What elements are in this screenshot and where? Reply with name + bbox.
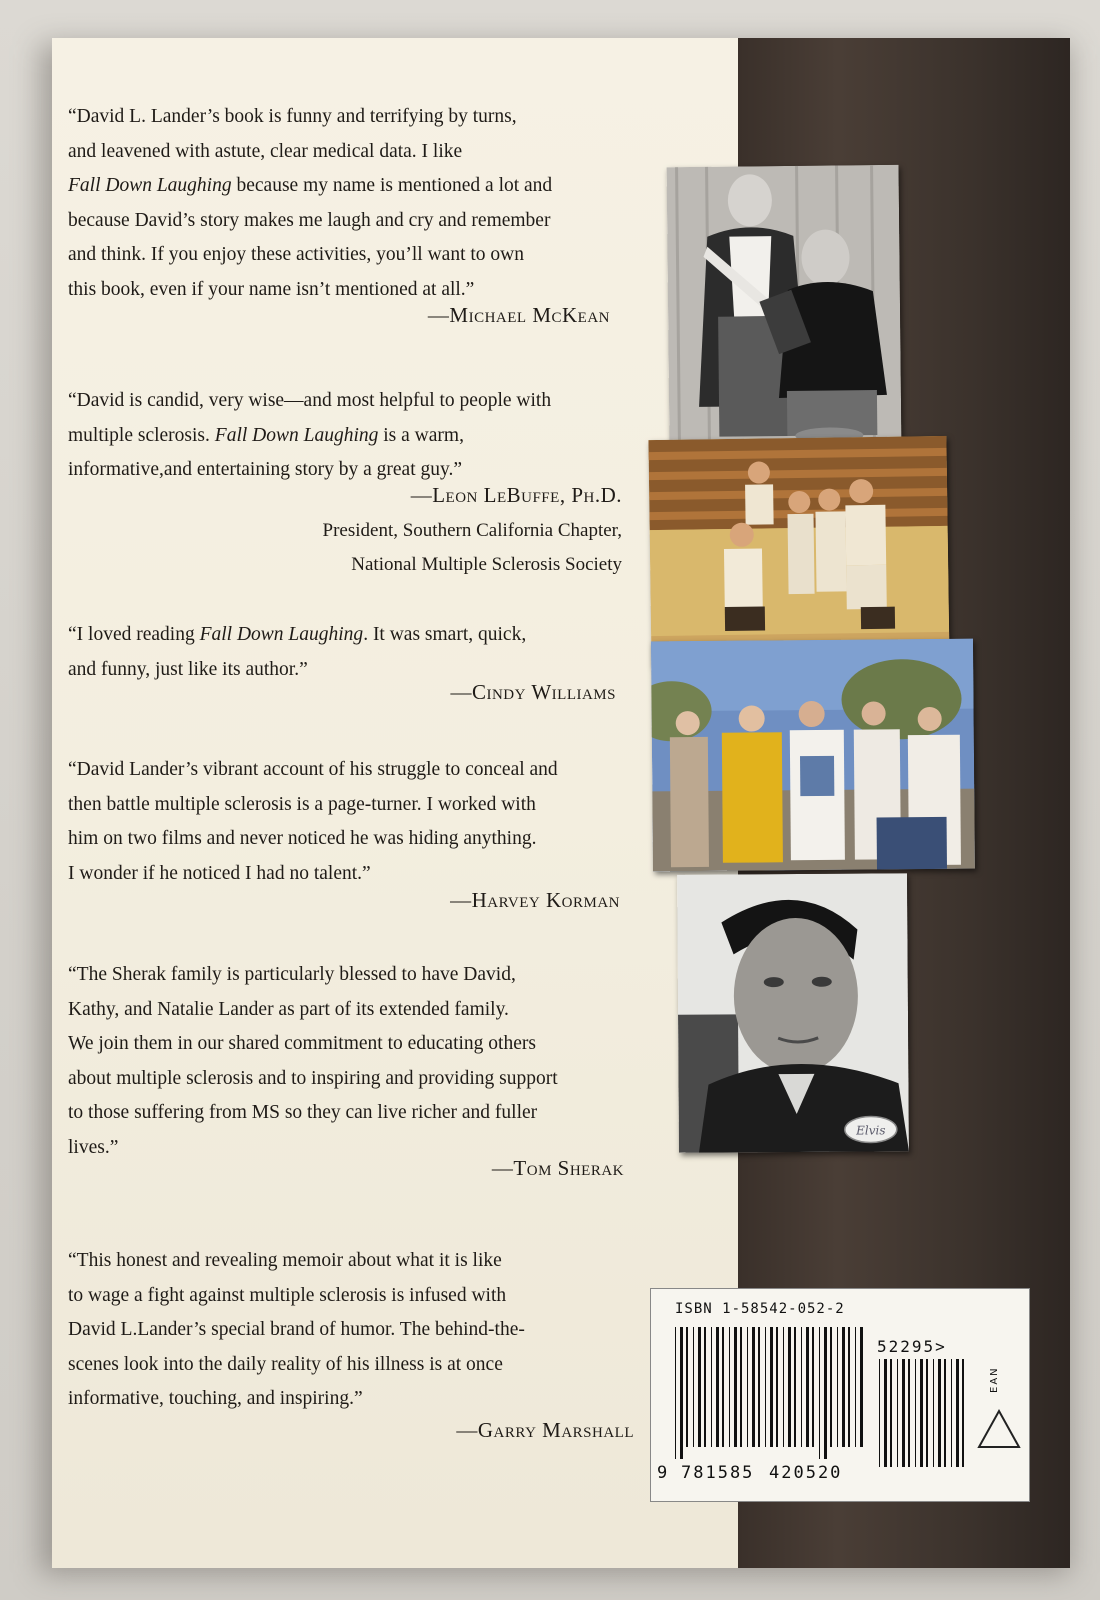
- barcode-bar: [675, 1327, 676, 1459]
- ean-label: EAN: [989, 1366, 1000, 1393]
- quote-line-post: . It was smart, quick,: [363, 624, 527, 645]
- barcode-bar: [915, 1359, 916, 1467]
- quote-line: [68, 419, 551, 454]
- barcode-bar: [711, 1327, 712, 1447]
- quote-line: David L.Lander’s special brand of humor. The behind-the-: [68, 1319, 525, 1340]
- barcode-bar: [897, 1359, 898, 1467]
- barcode-bar: [794, 1327, 796, 1447]
- barcode-bar: [812, 1327, 814, 1447]
- quote-line: informative,and entertaining story by a great guy.”: [68, 459, 463, 480]
- book-title-italic: Fall Down Laughing: [199, 624, 364, 645]
- quote-sherak: [68, 958, 558, 1165]
- quote-line: and funny, just like its author.”: [68, 658, 308, 680]
- barcode-bar: [848, 1327, 850, 1447]
- book-title-italic: Fall Down Laughing: [214, 424, 379, 446]
- barcode-label: [650, 1288, 1030, 1502]
- quote-line: and think. If you enjoy these activities, you’ll want to own: [68, 244, 524, 265]
- barcode-bar: [830, 1327, 832, 1447]
- barcode-bar: [758, 1327, 760, 1447]
- quote-line: [68, 169, 552, 204]
- barcode-bar: [908, 1359, 910, 1467]
- barcode-bar: [740, 1327, 742, 1447]
- photo-portrait-image: [677, 873, 909, 1153]
- quote-line: him on two films and never noticed he was hiding anything.: [68, 828, 537, 849]
- barcode-bar: [729, 1327, 730, 1447]
- photo-duo-image: [667, 165, 902, 445]
- barcode-bar: [837, 1327, 838, 1447]
- quote-line: “David Lander’s vibrant account of his struggle to conceal and: [68, 759, 558, 780]
- barcode-bar: [855, 1327, 856, 1447]
- quote-line: to wage a fight against multiple sclerosis is infused with: [68, 1284, 507, 1306]
- quote-korman: [68, 753, 558, 891]
- barcode-bar: [962, 1359, 964, 1467]
- barcode-bar: [956, 1359, 959, 1467]
- ean-lead-digit: 9: [657, 1463, 670, 1483]
- quote-line: and leavened with astute, clear medical data. I like: [68, 140, 463, 162]
- quote-williams: [68, 618, 526, 687]
- barcode-bar: [686, 1327, 688, 1447]
- quote-line-post: is a warm,: [378, 424, 464, 446]
- barcode-bar: [801, 1327, 802, 1447]
- quote-line: “David L. Lander’s book is funny and terrifying by turns,: [68, 106, 517, 127]
- barcode-bar: [680, 1327, 683, 1459]
- attribution-sherak: —Tom Sherak: [491, 1156, 624, 1180]
- photo-baseball-team: [648, 436, 949, 666]
- quote-line: this book, even if your name isn’t mentioned at all.”: [68, 278, 475, 300]
- quote-line-pre: “I loved reading: [68, 624, 200, 645]
- ean-left-digits: 781585: [681, 1463, 755, 1483]
- quote-line: to those suffering from MS so they can live richer and fuller: [68, 1102, 538, 1123]
- photo-crowd-image: [651, 639, 975, 872]
- quote-line: We join them in our shared commitment to educating others: [68, 1033, 536, 1054]
- barcode-bar: [776, 1327, 778, 1447]
- barcode-bar: [860, 1327, 863, 1447]
- barcode-bar: [890, 1359, 892, 1467]
- photo-outdoor-crowd: [651, 639, 975, 872]
- quote-line: scenes look into the daily reality of his illness is at once: [68, 1353, 503, 1375]
- barcode-bar: [734, 1327, 737, 1447]
- quote-line: [68, 618, 526, 653]
- barcode-bar: [788, 1327, 791, 1447]
- attribution-marshall: —Garry Marshall: [456, 1418, 634, 1442]
- cover-paper-panel: [52, 38, 738, 1568]
- barcode-bar: [938, 1359, 941, 1467]
- book-back-cover: [52, 38, 1070, 1568]
- attribution-title-2: National Multiple Sclerosis Society: [351, 554, 622, 575]
- isbn-number: ISBN 1-58542-052-2: [675, 1301, 845, 1317]
- barcode-bar: [933, 1359, 934, 1467]
- quote-marshall: [68, 1244, 525, 1417]
- barcode-bar: [819, 1327, 820, 1459]
- quote-line-pre: multiple sclerosis.: [68, 424, 215, 446]
- barcode-bar: [698, 1327, 701, 1447]
- quote-line: about multiple sclerosis and to inspiring and providing support: [68, 1067, 558, 1089]
- barcode-bar: [770, 1327, 773, 1447]
- attribution-williams: —Cindy Williams: [450, 680, 616, 704]
- quote-line: lives.”: [68, 1136, 119, 1158]
- quote-line: Kathy, and Natalie Lander as part of its extended family.: [68, 998, 509, 1020]
- barcode-bar: [722, 1327, 724, 1447]
- addon-digits: 52295>: [877, 1337, 947, 1356]
- barcode-bar: [806, 1327, 809, 1447]
- quote-line: “The Sherak family is particularly blessed to have David,: [68, 964, 516, 985]
- quote-line: I wonder if he noticed I had no talent.”: [68, 862, 371, 884]
- attribution-title-1: President, Southern California Chapter,: [322, 520, 622, 541]
- quote-line-rest: because my name is mentioned a lot and: [231, 175, 553, 196]
- barcode-bar: [704, 1327, 706, 1447]
- barcode-bar: [879, 1359, 880, 1467]
- ean-barcode: [673, 1327, 865, 1459]
- quote-mckean: [68, 100, 552, 307]
- attribution-lebuffe: —Leon LeBuffe, Ph.D.: [410, 483, 622, 507]
- barcode-bar: [747, 1327, 748, 1447]
- barcode-bar: [693, 1327, 694, 1447]
- quote-line: informative, touching, and inspiring.”: [68, 1388, 363, 1409]
- addon-barcode: [877, 1359, 967, 1479]
- barcode-bar: [824, 1327, 827, 1459]
- quote-line: because David’s story makes me laugh and cry and remember: [68, 209, 551, 231]
- book-title-italic: Fall Down Laughing: [68, 175, 232, 196]
- photo-black-white-duo: [667, 165, 902, 445]
- barcode-bar: [920, 1359, 923, 1467]
- photo-portrait-man: [677, 873, 909, 1153]
- attribution-mckean: —Michael McKean: [427, 303, 610, 327]
- barcode-bar: [951, 1359, 952, 1467]
- barcode-bar: [783, 1327, 784, 1447]
- quote-line: “David is candid, very wise—and most helpful to people with: [68, 390, 552, 411]
- barcode-bar: [842, 1327, 845, 1447]
- barcode-bar: [926, 1359, 928, 1467]
- publisher-triangle-icon: [975, 1407, 1023, 1451]
- photo-baseball-image: [648, 436, 949, 666]
- barcode-bar: [765, 1327, 766, 1447]
- ean-right-digits: 420520: [769, 1463, 843, 1483]
- barcode-bar: [944, 1359, 946, 1467]
- barcode-bar: [752, 1327, 755, 1447]
- attribution-korman: —Harvey Korman: [450, 888, 620, 912]
- patch-text: Elvis: [856, 1123, 886, 1138]
- quote-lebuffe: [68, 384, 551, 488]
- barcode-bar: [884, 1359, 887, 1467]
- quote-line: “This honest and revealing memoir about what it is like: [68, 1250, 502, 1271]
- barcode-bar: [902, 1359, 905, 1467]
- quote-line: then battle multiple sclerosis is a page-turner. I worked with: [68, 793, 536, 815]
- barcode-bar: [716, 1327, 719, 1447]
